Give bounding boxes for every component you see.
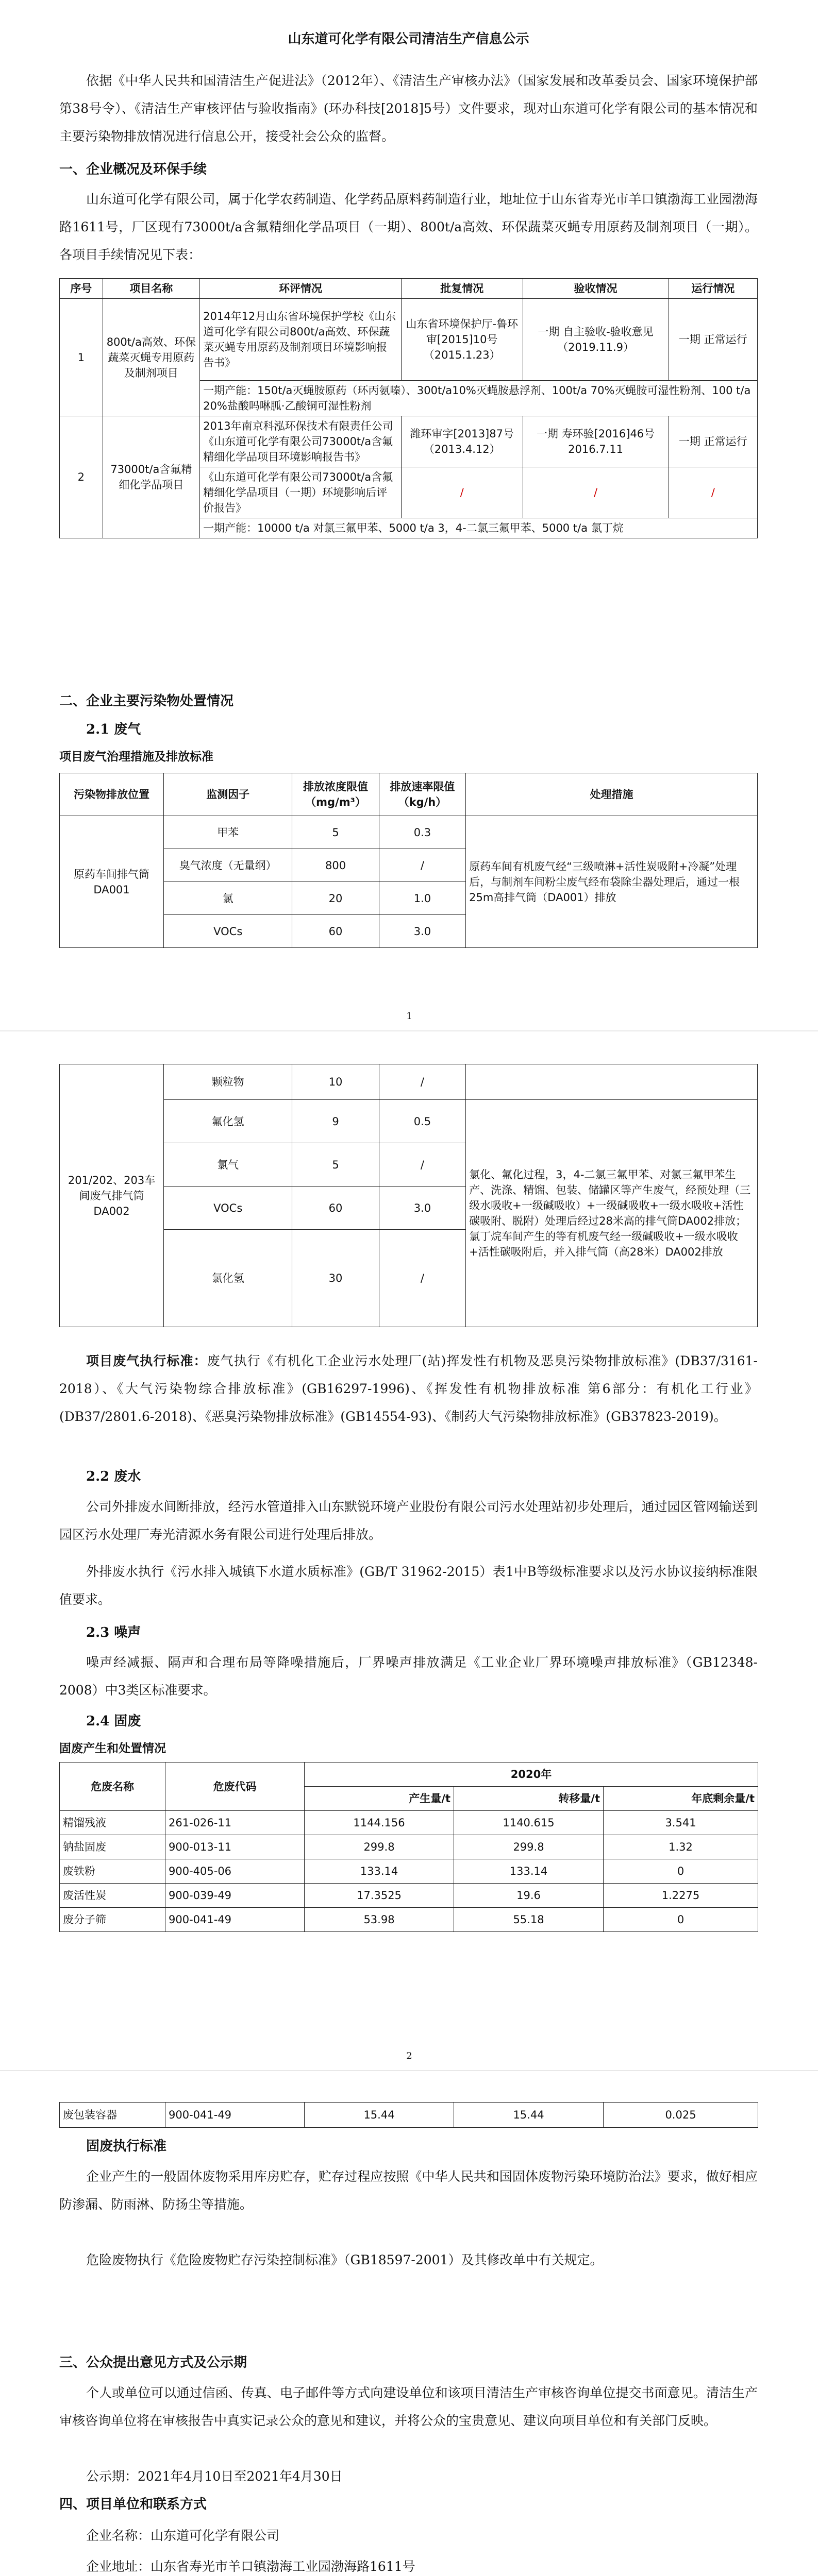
table-cell: 一期 寿环验[2016]46号 2016.7.11 [523,416,669,467]
table-cell: 133.14 [454,1859,604,1884]
table-header: 2020年 [305,1762,758,1787]
table-cell: 2014年12月山东省环境保护学校《山东道可化学有限公司800t/a高效、环保蔬菜灭蝇专用原药及制剂项目环境影响报告书》 [200,299,402,381]
table-header-row [60,279,758,299]
section-2-title: 二、企业主要污染物处置情况 [59,693,234,709]
table-cell: / [379,1230,465,1327]
solid-waste-paragraph-2: 危险废物执行《危险废物贮存污染控制标准》（GB18597-2001）及其修改单中有关规定。 [86,2252,603,2267]
table-header: 危废代码 [165,1762,305,1811]
table-cell: 2 [60,416,103,538]
table-cell: 0.5 [379,1100,465,1143]
permits-table-wrapper [59,278,758,538]
emission-table-part2 [59,1064,758,1327]
table-cell: 900-013-11 [165,1835,305,1859]
page-number-1: 1 [406,1011,412,1022]
table-header: 转移量/t [454,1787,604,1811]
table-cell: 废分子筛 [60,1908,165,1932]
table-cell: 一期产能：150t/a灭蝇胺原药（环丙氨嗪）、300t/a10%灭蝇胺悬浮剂、100t/a 70%灭蝇胺可湿性粉剂、100 t/a 20%盐酸吗啉胍·乙酸铜可湿性粉剂 [200,381,758,416]
table-header: 危废名称 [60,1762,165,1811]
table-cell: 氟化氢 [164,1100,292,1143]
table-cell: 15.44 [305,2103,454,2128]
table-cell: 山东省环境保护厅-鲁环审[2015]10号（2015.1.23） [401,299,523,381]
table-cell: 氯化、氟化过程，3，4-二氯三氟甲苯、对氯三氟甲苯生产、洗涤、精馏、包装、储罐区等产生废气，经预处理（三级水吸收+一级碱吸收）+一级碱吸收+一级水吸收+活性碳吸附、脱附）处理后经过28米高的排气筒DA002排放；氯丁烷车间产生的等有机废气经一级碱吸收+一级水吸收+活性碳吸附后，并入排气筒（高28米）DA002排放 [466,1100,758,1327]
table-cell: / [669,467,757,518]
table-cell: 10 [292,1064,379,1100]
table-cell: 5 [292,816,379,849]
section-4-title: 四、项目单位和联系方式 [59,2497,207,2512]
table-header-row [60,1762,758,1787]
subsection-2-1-title: 2.1 废气 [86,722,141,737]
permits-table [59,278,758,538]
section-1-paragraph: 山东道可化学有限公司，属于化学农药制造、化学药品原料药制造行业，地址位于山东省寿光市羊口镇渤海工业园渤海路1611号，厂区现有73000t/a含氟精细化学品项目（一期）、800t/a高效、环保蔬菜灭蝇专用原药及制剂项目（一期）。各项目手续情况见下表： [59,192,758,262]
table-cell: 《山东道可化学有限公司73000t/a含氟精细化学品项目（一期）环境影响后评价报告》 [200,467,402,518]
page-divider [0,1030,818,1031]
table-header: 验收情况 [523,279,669,299]
table-cell: 钠盐固废 [60,1835,165,1859]
table-cell: 201/202、203车间废气排气筒DA002 [60,1064,164,1327]
table-cell [466,1064,758,1100]
table-cell: 废包装容器 [60,2103,165,2128]
table-cell: 1144.156 [305,1811,454,1835]
table-header: 监测因子 [164,773,292,816]
emission-standard-paragraph [59,1347,758,1431]
table-cell: 1.2275 [604,1884,758,1908]
table-cell: 60 [292,915,379,948]
table-header: 序号 [60,279,103,299]
table-cell: 299.8 [305,1835,454,1859]
section-3-paragraph: 个人或单位可以通过信函、传真、电子邮件等方式向建设单位和该项目清洁生产审核咨询单位提交书面意见。清洁生产审核咨询单位将在审核报告中真实记录公众的意见和建议，并将公众的宝贵意见、建议向项目单位和有关部门反映。 [59,2385,758,2428]
table-cell: 17.3525 [305,1884,454,1908]
table-row [60,416,758,467]
table-row [60,1064,758,1100]
table-cell: 1.32 [604,1835,758,1859]
table-caption: 项目废气治理措施及排放标准 [59,750,213,764]
table-header-row [60,773,758,816]
table-row [60,2103,758,2128]
table-cell: 133.14 [305,1859,454,1884]
table-cell: 潍环审字[2013]87号（2013.4.12） [401,416,523,467]
wastewater-paragraph-2: 外排废水执行《污水排入城镇下水道水质标准》(GB/T 31962-2015）表1中B等级标准要求以及污水协议接纳标准限值要求。 [59,1564,758,1607]
table-cell: / [401,467,523,518]
solid-waste-standard-title: 固废执行标准 [86,2139,167,2154]
table-cell: 1.0 [379,882,465,915]
table-cell: 1140.615 [454,1811,604,1835]
emission-table-part2-wrapper [59,1064,758,1327]
table-row [60,1884,758,1908]
table-cell: 3.0 [379,915,465,948]
table-cell: 3.541 [604,1811,758,1835]
table-row [60,1100,758,1143]
table-cell: 甲苯 [164,816,292,849]
table-cell: 废铁粉 [60,1859,165,1884]
table-cell: 一期产能：10000 t/a 对氯三氟甲苯、5000 t/a 3，4-二氯三氟甲苯、5000 t/a 氯丁烷 [200,518,758,538]
table-cell: 一期 正常运行 [669,299,757,381]
table-cell: / [379,849,465,882]
section-3-title: 三、公众提出意见方式及公示期 [59,2355,247,2370]
table-header: 产生量/t [305,1787,454,1811]
company-name: 企业名称：山东道可化学有限公司 [86,2528,280,2543]
table-row [60,1908,758,1932]
noise-paragraph: 噪声经减振、隔声和合理布局等降噪措施后，厂界噪声排放满足《工业企业厂界环境噪声排放标准》（GB12348-2008）中3类区标准要求。 [59,1655,758,1698]
table-cell: 一期 自主验收-验收意见（2019.11.9） [523,299,669,381]
table-cell: 0.025 [604,2103,758,2128]
table-cell: 1 [60,299,103,416]
solid-waste-table [59,1762,758,1932]
table-cell: 氯 [164,882,292,915]
table-header: 批复情况 [401,279,523,299]
solid-waste-paragraph-1: 企业产生的一般固体废物采用库房贮存，贮存过程应按照《中华人民共和国固体废物污染环境防治法》要求，做好相应防渗漏、防雨淋、防扬尘等措施。 [59,2169,758,2212]
table-cell: 0.3 [379,816,465,849]
table-cell: 原药车间有机废气经“三级喷淋+活性炭吸附+冷凝”处理后，与制剂车间粉尘废气经布袋除尘器处理后，通过一根25m高排气筒（DA001）排放 [466,816,758,948]
table-header: 环评情况 [200,279,402,299]
company-address: 企业地址：山东省寿光市羊口镇渤海工业园渤海路1611号 [86,2559,415,2574]
table-cell: 30 [292,1230,379,1327]
solid-waste-table-part2-wrapper [59,2102,758,2128]
table-cell: 20 [292,882,379,915]
publicity-period: 公示期：2021年4月10日至2021年4月30日 [86,2469,343,2484]
table-row [60,816,758,849]
table-row [60,1859,758,1884]
table-cell: 臭气浓度（无量纲） [164,849,292,882]
table-cell: 废活性炭 [60,1884,165,1908]
table-cell: 颗粒物 [164,1064,292,1100]
table-cell: 55.18 [454,1908,604,1932]
table-cell: 900-041-49 [165,2103,305,2128]
table-cell: 900-405-06 [165,1859,305,1884]
solid-waste-table-wrapper [59,1762,758,1932]
table-cell: 0 [604,1859,758,1884]
table-cell: 氯气 [164,1143,292,1187]
section-1-title: 一、企业概况及环保手续 [59,162,207,177]
table-cell: 氯化氢 [164,1230,292,1327]
table-caption: 固废产生和处置情况 [59,1741,166,1755]
table-cell: 5 [292,1143,379,1187]
table-header: 处理措施 [466,773,758,816]
table-cell: 19.6 [454,1884,604,1908]
solid-waste-table-part2 [59,2102,758,2128]
table-cell: 2013年南京科泓环保技术有限责任公司《山东道可化学有限公司73000t/a含氟精细化学品项目环境影响报告书》 [200,416,402,467]
table-header: 运行情况 [669,279,757,299]
table-row [60,299,758,381]
wastewater-paragraph-1: 公司外排废水间断排放，经污水管道排入山东默锐环境产业股份有限公司污水处理站初步处理后，通过园区管网输送到园区污水处理厂寿光清源水务有限公司进行处理后排放。 [59,1499,758,1542]
emission-table-part1 [59,773,758,948]
page-divider [0,2070,818,2071]
emission-standard-label: 项目废气执行标准： [86,1353,207,1368]
table-cell: VOCs [164,915,292,948]
table-cell: 53.98 [305,1908,454,1932]
table-cell: 原药车间排气筒DA001 [60,816,164,948]
table-cell: 900-041-49 [165,1908,305,1932]
table-cell: / [379,1143,465,1187]
table-header: 项目名称 [103,279,200,299]
intro-paragraph: 依据《中华人民共和国清洁生产促进法》（2012年）、《清洁生产审核办法》（国家发展和改革委员会、国家环境保护部第38号令）、《清洁生产审核评估与验收指南》(环办科技[2018]5号）文件要求，现对山东道可化学有限公司的基本情况和主要污染物排放情况进行信息公开，接受社会公众的监督。 [59,73,758,144]
table-cell: / [379,1064,465,1100]
table-cell: 9 [292,1100,379,1143]
table-cell: 800t/a高效、环保蔬菜灭蝇专用原药及制剂项目 [103,299,200,416]
table-cell: 一期 正常运行 [669,416,757,467]
table-cell: 3.0 [379,1187,465,1230]
page-number-2: 2 [406,2050,412,2061]
emission-table-part1-wrapper [59,773,758,948]
table-cell: VOCs [164,1187,292,1230]
table-cell: 261-026-11 [165,1811,305,1835]
table-header: 年底剩余量/t [604,1787,758,1811]
table-header: 排放速率限值（kg/h） [379,773,465,816]
table-cell: 900-039-49 [165,1884,305,1908]
page-title: 山东道可化学有限公司清洁生产信息公示 [288,31,529,47]
emission-standard-text: 废气执行《有机化工企业污水处理厂(站)挥发性有机物及恶臭污染物排放标准》(DB37/3161-2018）、《大气污染物综合排放标准》(GB16297-1996)、《挥发性有机物排放标准 第6部分：有机化工行业》(DB37/2801.6-2018)、《恶臭污染物排放标准》(GB14554-93)、《制药大气污染物排放标准》(GB37823-2019)。 [59,1353,758,1424]
table-cell: 60 [292,1187,379,1230]
table-cell: / [523,467,669,518]
table-cell: 15.44 [454,2103,604,2128]
table-header: 污染物排放位置 [60,773,164,816]
table-row [60,1835,758,1859]
table-cell: 299.8 [454,1835,604,1859]
table-cell: 0 [604,1908,758,1932]
subsection-2-3-title: 2.3 噪声 [86,1625,141,1640]
table-row [60,1811,758,1835]
subsection-2-2-title: 2.2 废水 [86,1469,141,1484]
table-cell: 精馏残液 [60,1811,165,1835]
table-cell: 73000t/a含氟精细化学品项目 [103,416,200,538]
table-cell: 800 [292,849,379,882]
subsection-2-4-title: 2.4 固废 [86,1714,141,1729]
table-header: 排放浓度限值（mg/m³） [292,773,379,816]
